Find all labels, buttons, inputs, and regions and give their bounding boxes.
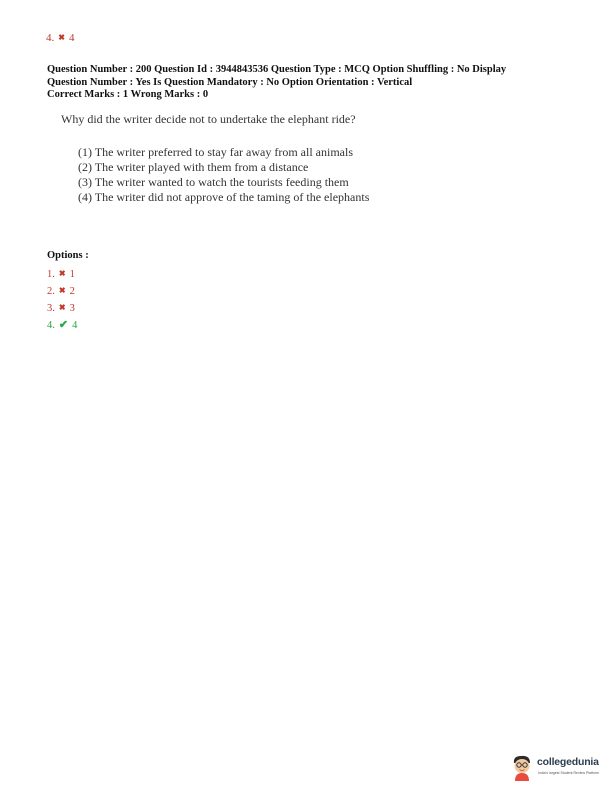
logo-tagline: India's largest Student Review Platform [538, 771, 599, 775]
meta-line-2: Question Number : Yes Is Question Mandatory : No Option Orientation : Vertical [47, 76, 413, 88]
previous-answer-option [46, 32, 74, 44]
choice-3: (3) The writer wanted to watch the tourists feeding them [78, 175, 349, 189]
option-value: 4 [68, 32, 75, 44]
meta-line-3: Correct Marks : 1 Wrong Marks : 0 [47, 89, 209, 100]
check-icon: ✔ [58, 319, 69, 331]
question-meta [47, 64, 567, 102]
cross-icon: ✖ [58, 269, 66, 278]
question-block [56, 112, 496, 205]
option-item-correct: 4. ✔ 4 [47, 319, 78, 331]
cross-icon: ✖ [58, 303, 66, 312]
choice-1: (1) The writer preferred to stay far away from all animals [78, 145, 353, 159]
logo-wordmark: collegedunia [537, 756, 599, 768]
cross-icon: ✖ [58, 33, 65, 42]
question-text: Why did the writer decide not to undertake the elephant ride? [61, 112, 356, 126]
cross-icon: ✖ [58, 286, 66, 295]
option-item: 2. ✖ 2 [47, 283, 77, 300]
option-item: 1. ✖ 1 [47, 266, 77, 283]
meta-line-1: Question Number : 200 Question Id : 3944843536 Question Type : MCQ Option Shuffling : No Display [47, 64, 507, 75]
choice-list [78, 145, 496, 205]
options-title: Options : [47, 250, 89, 261]
collegedunia-logo [509, 754, 609, 786]
choice-4: (4) The writer did not approve of the taming of the elephants [78, 190, 370, 204]
choice-2: (2) The writer played with them from a distance [78, 160, 309, 174]
mascot-icon [511, 754, 533, 782]
option-item: 3. ✖ 3 [47, 300, 77, 317]
options-list [47, 266, 77, 334]
option-number: 4. [46, 32, 55, 44]
